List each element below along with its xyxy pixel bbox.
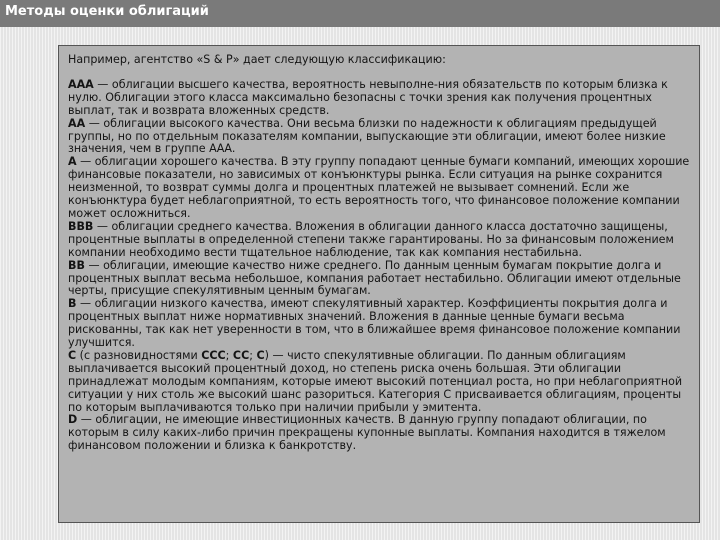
rating-code: D: [68, 413, 78, 427]
rating-b: [68, 298, 690, 350]
slide-title: Методы оценки облигаций: [5, 4, 209, 19]
rating-code: AAA: [68, 77, 94, 91]
rating-code: BBB: [68, 219, 94, 233]
rating-code: B: [68, 297, 77, 311]
content-box: [58, 45, 700, 523]
rating-aa: [68, 118, 690, 157]
rating-description: — облигации, имеющие качество ниже среднего. По данным ценным бумагам покрытие долга и процентных выплат весьма небольшое, компания работает нестабильно. Облигации имеют отдельные черты, присущие спекулятивным ценным бумагам.: [68, 258, 681, 298]
rating-code: C: [68, 348, 77, 362]
rating-description: — облигации хорошего качества. В эту группу попадают ценные бумаги компаний, имеющих хорошие финансовые показатели, но зависимых от конъюнктуры рынка. Если ситуация на рынке сохранится неизменной, то возврат суммы долга и процентных платежей не вызывает сомнений. Если же конъюнктура будет неблагоприятной, то есть вероятность того, что финансовое положение компании может осложниться.: [68, 155, 690, 220]
rating-aaa: [68, 79, 690, 118]
rating-description: — облигации высшего качества, вероятность невыполне-ния обязательств по которым близка к нулю. Облигации этого класса максимально безопасны с точки зрения как получения процентных выплат, так и возврата вложенных средств.: [68, 77, 668, 117]
rating-description: — облигации, не имеющие инвестиционных качеств. В данную группу попадают облигации, по которым в силу каких-либо причин прекращены купонные выплаты. Компания находится в тяжелом финансовом положении и близка к банкротству.: [68, 413, 666, 453]
rating-description: — облигации высокого качества. Они весьма близки по надежности к облигациям предыдущей группы, но по отдельным показателям компании, выпускающие эти облигации, имеют более низкие значения, чем в группе ААА.: [68, 116, 666, 156]
rating-description-start: (с разновидностями: [76, 348, 202, 362]
rating-bb: [68, 260, 690, 299]
rating-code: A: [68, 155, 77, 169]
rating-separator: ;: [249, 348, 257, 362]
rating-code: AA: [68, 116, 86, 130]
rating-c: [68, 350, 690, 415]
rating-description-end: ) — чисто спекулятивные облигации. По данным облигациям выплачивается высокий процентный доход, но степень риска очень большая. Эти облигации принадлежат молодым компаниям, которые имеют высокий потенциал роста, но при неблагоприятной ситуации у них столь же высокий шанс разориться. Категория С присваивается облигациям, проценты по которым выплачиваются только при наличии прибыли у эмитента.: [68, 348, 683, 414]
rating-bbb: [68, 221, 690, 260]
title-bar: [0, 0, 720, 27]
rating-variant-cc: CC: [232, 348, 250, 362]
rating-separator: ;: [225, 348, 233, 362]
rating-description: — облигации низкого качества, имеют спекулятивный характер. Коэффициенты покрытия долга и процентных выплат ниже нормативных значений. Вложения в данные ценные бумаги весьма рискованны, так как нет уверенности в том, что в ближайшее время финансовое положение компании улучшится.: [68, 297, 681, 350]
rating-variant-ccc: CCC: [201, 348, 226, 362]
rating-d: [68, 414, 690, 453]
rating-code: BB: [68, 258, 85, 272]
rating-variant-c: C: [256, 348, 265, 362]
rating-a: [68, 156, 690, 221]
intro-text: Например, агентство «S & P» дает следующую классификацию:: [68, 53, 446, 66]
rating-description: — облигации среднего качества. Вложения в облигации данного класса достаточно защищены, процентные выплаты в определенной степени также гарантированы. Но за финансовым положением компании необходимо вести тщательное наблюдение, так как компания нестабильна.: [68, 219, 674, 259]
